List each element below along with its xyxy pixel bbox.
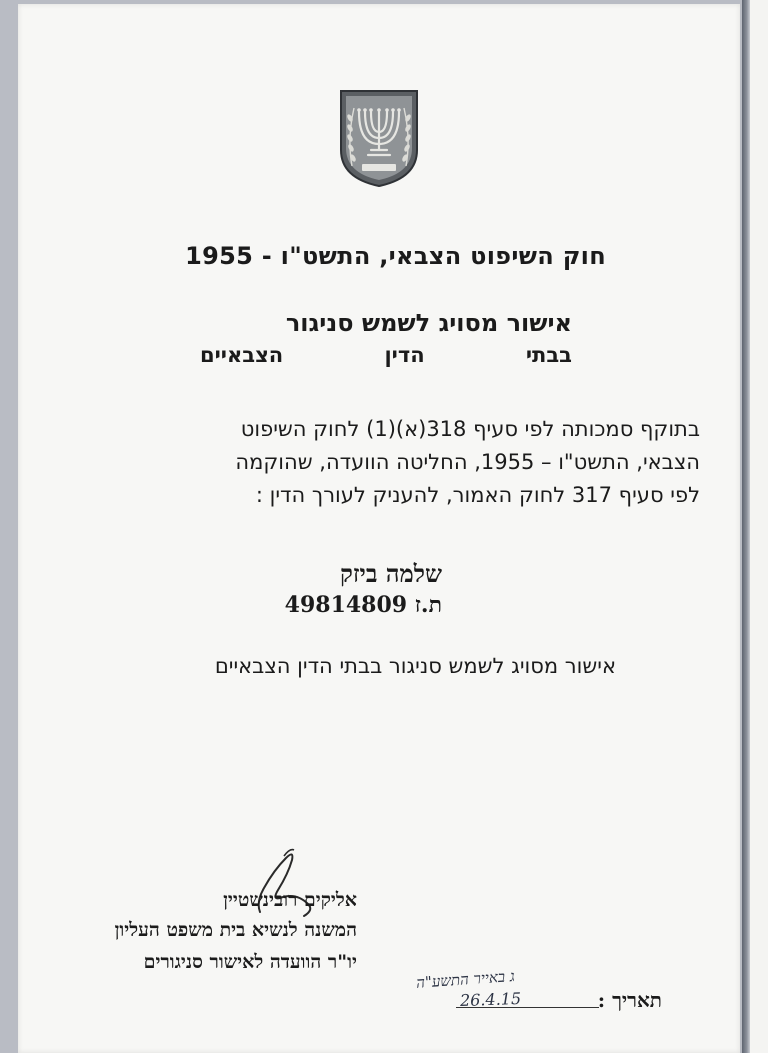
paragraph-line: הצבאי, התשט"ו – 1955, החליטה הוועדה, שהוקמה bbox=[235, 450, 700, 474]
subtitle-word: הדין bbox=[384, 343, 425, 367]
recipient-id bbox=[285, 592, 442, 618]
recipient-name: שלמה ביזק bbox=[340, 559, 442, 588]
id-number: 49814809 bbox=[284, 592, 408, 618]
id-label: ת.ז bbox=[414, 592, 442, 618]
handwritten-date: 26.4.15 bbox=[459, 988, 522, 1011]
paragraph-line: בתוקף סמכותה לפי סעיף 318(א)(1) לחוק השיפוט bbox=[240, 417, 700, 441]
signatory-title: המשנה לנשיא בית משפט העליון bbox=[114, 919, 357, 941]
certificate-statement: אישור מסויג לשמש סניגור בבתי הדין הצבאיים bbox=[214, 654, 616, 678]
subtitle-word: הצבאיים bbox=[200, 343, 284, 367]
handwritten-hebrew-date: ג באייר התשע"ה bbox=[415, 967, 516, 992]
signatory-name: אליקים רובינשטיין bbox=[223, 889, 357, 911]
date-underline bbox=[456, 1007, 599, 1008]
certificate-subtitle bbox=[200, 343, 572, 367]
subtitle-word: בבתי bbox=[525, 343, 572, 367]
paragraph-line: לפי סעיף 317 לחוק האמור, להעניק לעורך הדין : bbox=[255, 483, 700, 507]
signatory-role: יו"ר הוועדה לאישור סניגורים bbox=[143, 951, 357, 973]
date-label: תאריך : bbox=[597, 988, 662, 1012]
handwritten-signature bbox=[238, 844, 358, 924]
document-page bbox=[18, 4, 740, 1053]
state-emblem-icon bbox=[338, 88, 420, 188]
law-title: חוק השיפוט הצבאי, התשט"ו - 1955 bbox=[185, 242, 606, 270]
scan-edge-light bbox=[750, 0, 768, 1053]
scan-edge-dark bbox=[742, 0, 750, 1053]
certificate-title: אישור מסויג לשמש סניגור bbox=[285, 309, 572, 337]
document-content bbox=[18, 4, 740, 1053]
